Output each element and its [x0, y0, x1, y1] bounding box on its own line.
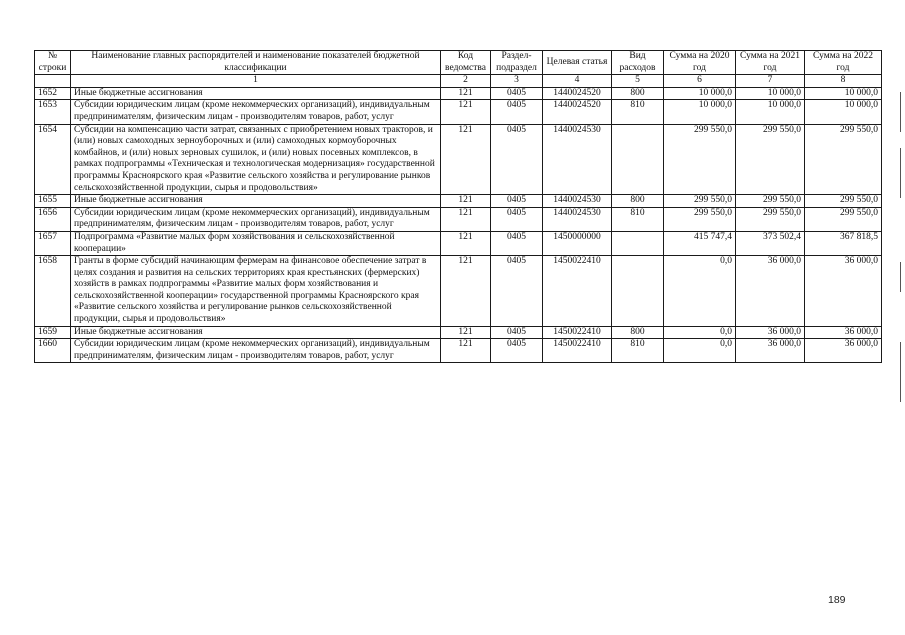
- row-number: 1654: [35, 124, 71, 195]
- row-sum-2020: 0,0: [664, 339, 736, 363]
- row-section: 0405: [491, 195, 543, 208]
- row-target-item: 1440024520: [543, 87, 612, 100]
- row-dept-code: 121: [441, 207, 491, 231]
- row-sum-2020: 0,0: [664, 326, 736, 339]
- row-sum-2022: 299 550,0: [805, 124, 882, 195]
- row-name: Гранты в форме субсидий начинающим фермерам на финансовое обеспечение затрат в целях создания и развития на сельских территориях края крестьянских (фермерских) хозяйств в рамках подпрограммы «Развитие малых форм хозяйствования и сельскохозяйственной кооперации» государственной программы Красноярского края «Развитие сельского хозяйства и регулирование рынков сельскохозяйственной продукции, сырья и продовольствия»: [71, 256, 441, 327]
- row-expense-type: [612, 256, 664, 327]
- row-expense-type: [612, 124, 664, 195]
- row-dept-code: 121: [441, 339, 491, 363]
- row-dept-code: 121: [441, 195, 491, 208]
- table-row: [35, 256, 882, 327]
- row-number: 1652: [35, 87, 71, 100]
- row-section: 0405: [491, 326, 543, 339]
- row-dept-code: 121: [441, 256, 491, 327]
- row-expense-type: 800: [612, 326, 664, 339]
- row-target-item: 1440024520: [543, 100, 612, 124]
- column-number: 4: [543, 75, 612, 88]
- row-expense-type: 810: [612, 339, 664, 363]
- row-number: 1657: [35, 231, 71, 255]
- header-sum-2021: Сумма на 2021 год: [736, 51, 805, 75]
- row-name: Субсидии юридическим лицам (кроме некоммерческих организаций), индивидуальным предпринимателям, физическим лицам - производителям товаров, работ, услуг: [71, 207, 441, 231]
- row-section: 0405: [491, 256, 543, 327]
- header-sum-2020: Сумма на 2020 год: [664, 51, 736, 75]
- column-number: 6: [664, 75, 736, 88]
- row-sum-2020: 299 550,0: [664, 124, 736, 195]
- row-sum-2021: 373 502,4: [736, 231, 805, 255]
- row-sum-2020: 415 747,4: [664, 231, 736, 255]
- row-sum-2021: 299 550,0: [736, 207, 805, 231]
- table-row: [35, 195, 882, 208]
- row-expense-type: 800: [612, 195, 664, 208]
- row-number: 1653: [35, 100, 71, 124]
- row-name: Субсидии юридическим лицам (кроме некоммерческих организаций), индивидуальным предпринимателям, физическим лицам - производителям товаров, работ, услуг: [71, 100, 441, 124]
- table-row: [35, 231, 882, 255]
- margin-mark: [900, 148, 901, 198]
- header-name: Наименование главных распорядителей и наименование показателей бюджетной классификации: [71, 51, 441, 75]
- header-target-item: Целевая статья: [543, 51, 612, 75]
- row-section: 0405: [491, 100, 543, 124]
- margin-mark: [900, 342, 901, 402]
- row-dept-code: 121: [441, 326, 491, 339]
- table-row: [35, 124, 882, 195]
- row-section: 0405: [491, 207, 543, 231]
- row-sum-2022: 299 550,0: [805, 195, 882, 208]
- row-section: 0405: [491, 124, 543, 195]
- row-name: Субсидии на компенсацию части затрат, связанных с приобретением новых тракторов, и (или) новых самоходных зерноуборочных и (или) самоходных кормоуборочных комбайнов, и (или) новых зерновых сушилок, и (или) новых посевных комплексов, в рамках подпрограммы «Техническая и технологическая модернизация» государственной программы Красноярского края «Развитие сельского хозяйства и регулирование рынков сельскохозяйственной продукции, сырья и продовольствия»: [71, 124, 441, 195]
- row-sum-2022: 36 000,0: [805, 256, 882, 327]
- row-expense-type: 810: [612, 207, 664, 231]
- row-sum-2022: 299 550,0: [805, 207, 882, 231]
- column-number-row: [35, 75, 882, 88]
- table-row: [35, 207, 882, 231]
- column-number: 2: [441, 75, 491, 88]
- row-sum-2020: 10 000,0: [664, 87, 736, 100]
- column-number: 1: [71, 75, 441, 88]
- row-expense-type: [612, 231, 664, 255]
- row-section: 0405: [491, 339, 543, 363]
- header-expense-type: Вид расходов: [612, 51, 664, 75]
- row-target-item: 1450000000: [543, 231, 612, 255]
- row-dept-code: 121: [441, 231, 491, 255]
- row-number: 1658: [35, 256, 71, 327]
- row-dept-code: 121: [441, 87, 491, 100]
- row-name: Иные бюджетные ассигнования: [71, 326, 441, 339]
- row-sum-2021: 10 000,0: [736, 100, 805, 124]
- column-number: [35, 75, 71, 88]
- row-name: Подпрограмма «Развитие малых форм хозяйствования и сельскохозяйственной кооперации»: [71, 231, 441, 255]
- row-target-item: 1450022410: [543, 339, 612, 363]
- table-row: [35, 100, 882, 124]
- margin-mark: [900, 262, 901, 292]
- margin-mark: [900, 92, 901, 132]
- row-number: 1655: [35, 195, 71, 208]
- row-sum-2022: 10 000,0: [805, 87, 882, 100]
- row-target-item: 1440024530: [543, 207, 612, 231]
- table-header-row: [35, 51, 882, 75]
- row-sum-2020: 0,0: [664, 256, 736, 327]
- table-row: [35, 326, 882, 339]
- row-dept-code: 121: [441, 124, 491, 195]
- column-number: 3: [491, 75, 543, 88]
- row-sum-2022: 36 000,0: [805, 339, 882, 363]
- row-dept-code: 121: [441, 100, 491, 124]
- row-name: Иные бюджетные ассигнования: [71, 195, 441, 208]
- row-sum-2021: 36 000,0: [736, 326, 805, 339]
- row-sum-2022: 36 000,0: [805, 326, 882, 339]
- page-number: 189: [828, 594, 846, 606]
- row-target-item: 1440024530: [543, 124, 612, 195]
- table-row: [35, 87, 882, 100]
- row-sum-2022: 367 818,5: [805, 231, 882, 255]
- row-sum-2021: 36 000,0: [736, 339, 805, 363]
- table-row: [35, 339, 882, 363]
- row-number: 1659: [35, 326, 71, 339]
- budget-table: [34, 50, 882, 363]
- row-expense-type: 810: [612, 100, 664, 124]
- row-expense-type: 800: [612, 87, 664, 100]
- row-number: 1660: [35, 339, 71, 363]
- row-sum-2022: 10 000,0: [805, 100, 882, 124]
- header-sum-2022: Сумма на 2022 год: [805, 51, 882, 75]
- row-name: Иные бюджетные ассигнования: [71, 87, 441, 100]
- row-sum-2020: 299 550,0: [664, 207, 736, 231]
- row-sum-2020: 299 550,0: [664, 195, 736, 208]
- row-sum-2020: 10 000,0: [664, 100, 736, 124]
- column-number: 5: [612, 75, 664, 88]
- row-section: 0405: [491, 231, 543, 255]
- row-section: 0405: [491, 87, 543, 100]
- row-target-item: 1440024530: [543, 195, 612, 208]
- header-dept-code: Код ведомства: [441, 51, 491, 75]
- column-number: 8: [805, 75, 882, 88]
- row-name: Субсидии юридическим лицам (кроме некоммерческих организаций), индивидуальным предпринимателям, физическим лицам - производителям товаров, работ, услуг: [71, 339, 441, 363]
- header-section: Раздел-подраздел: [491, 51, 543, 75]
- row-target-item: 1450022410: [543, 256, 612, 327]
- row-target-item: 1450022410: [543, 326, 612, 339]
- row-number: 1656: [35, 207, 71, 231]
- header-row-number: № строки: [35, 51, 71, 75]
- row-sum-2021: 299 550,0: [736, 195, 805, 208]
- row-sum-2021: 36 000,0: [736, 256, 805, 327]
- row-sum-2021: 10 000,0: [736, 87, 805, 100]
- column-number: 7: [736, 75, 805, 88]
- row-sum-2021: 299 550,0: [736, 124, 805, 195]
